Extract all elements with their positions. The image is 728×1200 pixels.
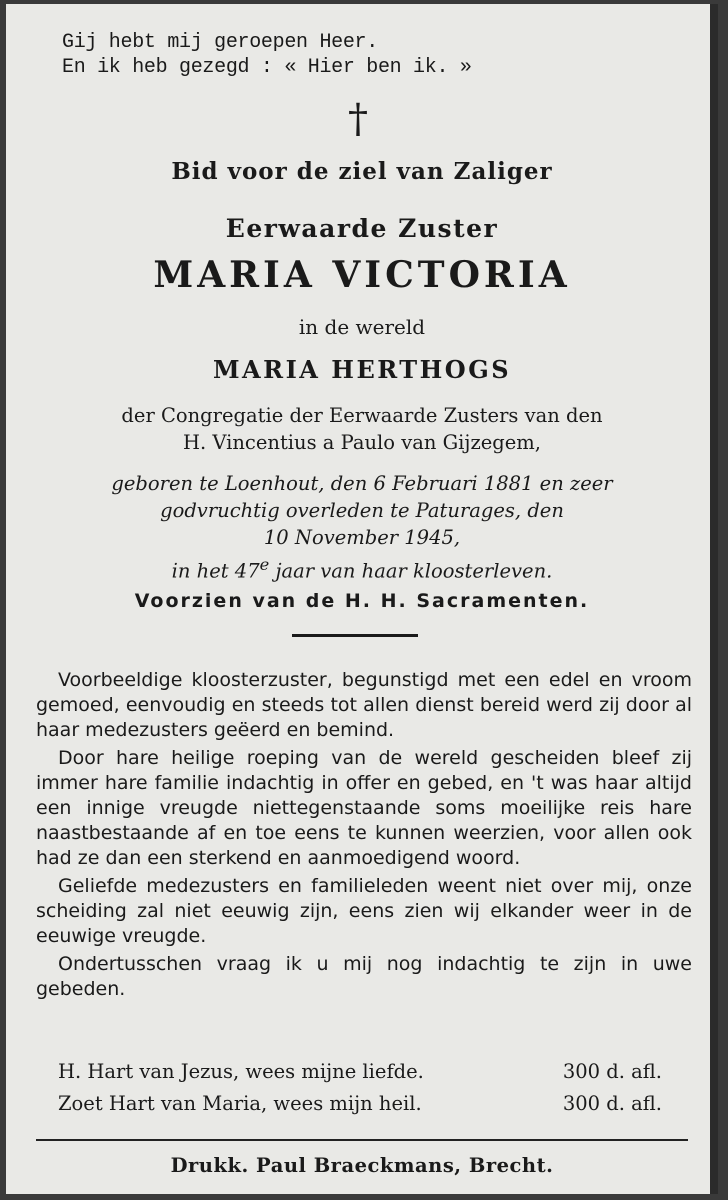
paragraph-4: Ondertusschen vraag ik u mij nog indachtig te zijn in uwe gebeden. [36, 953, 692, 1000]
dates-line-4 [6, 551, 718, 585]
memorial-text [36, 668, 692, 1005]
prayer-row [58, 1088, 662, 1120]
divider [292, 634, 418, 637]
sacraments-line: Voorzien van de H. H. Sacramenten. [134, 590, 590, 612]
prayer-text: Zoet Hart van Maria, wees mijn heil. [58, 1092, 422, 1115]
dates-line-1: geboren te Loenhout, den 6 Februari 1881 en zeer [111, 472, 613, 495]
dates-line-2: godvruchtig overleden te Paturages, den [160, 499, 564, 522]
prayer-indulgence: 300 d. afl. [562, 1060, 662, 1083]
cross-icon: † [348, 96, 368, 142]
prayer-text: H. Hart van Jezus, wees mijne liefde. [58, 1060, 424, 1083]
printer-credit: Drukk. Paul Braeckmans, Brecht. [170, 1154, 554, 1177]
religious-name: MARIA VICTORIA [153, 254, 571, 296]
epigraph [62, 30, 472, 80]
paragraph-3: Geliefde medezusters en familieleden weent niet over mij, onze scheiding zal niet eeuwig zijn, eens zien wij elkander weer in de eeuwige vreugde. [36, 875, 692, 947]
prayer-request: Bid voor de ziel van Zaliger [171, 158, 553, 185]
epigraph-line-1: Gij hebt mij geroepen Heer. [62, 31, 378, 54]
paragraph-1: Voorbeeldige kloosterzuster, begunstigd met een edel en vroom gemoed, eenvoudig en steeds tot allen dienst bereid werd zij door al haar medezusters geëerd en bemind. [36, 669, 692, 741]
congregation [6, 402, 718, 456]
congregation-line-2: H. Vincentius a Paulo van Gijzegem, [182, 431, 541, 454]
bottom-divider [36, 1139, 688, 1141]
epigraph-line-2: En ik heb gezegd : « Hier ben ik. » [62, 56, 472, 79]
dates-line-3: 10 November 1945, [263, 526, 461, 549]
paragraph-2: Door hare heilige roeping van de wereld gescheiden bleef zij immer hare familie indachtig in offer en gebed, en 't was haar altijd een innige vreugde niettegenstaande soms moeilijke reis hare naastbestaande af en toe eens te kunnen weerzien, voor allen ook had ze dan een sterkend en aanmoedigend woord. [36, 747, 692, 869]
in-de-wereld-label: in de wereld [298, 315, 426, 339]
dates-line-4-sup: e [259, 555, 270, 574]
life-dates [6, 470, 718, 585]
prayer-indulgence: 300 d. afl. [562, 1092, 662, 1115]
prayer-row [58, 1056, 662, 1088]
worldly-name: MARIA HERTHOGS [212, 355, 512, 384]
prayers [58, 1056, 662, 1120]
memorial-card [6, 4, 718, 1194]
dates-line-4-post: jaar van haar kloosterleven. [269, 559, 553, 583]
religious-title: Eerwaarde Zuster [225, 214, 499, 243]
dates-line-4-pre: in het 47 [171, 559, 260, 583]
congregation-line-1: der Congregatie der Eerwaarde Zusters van den [121, 404, 603, 427]
